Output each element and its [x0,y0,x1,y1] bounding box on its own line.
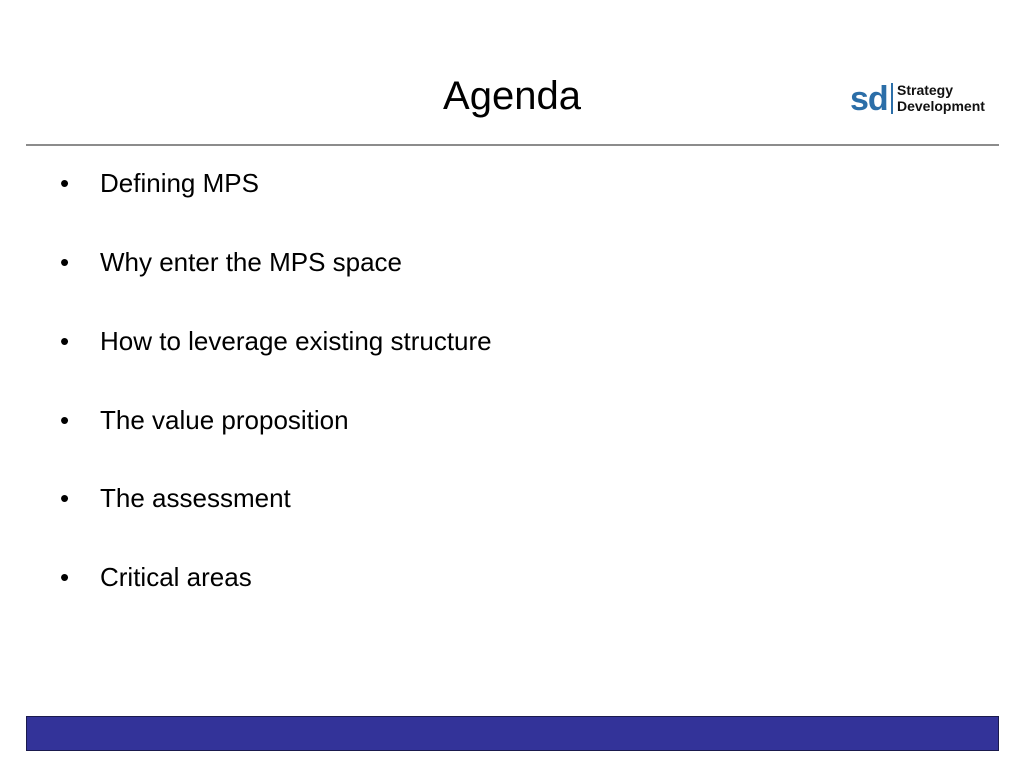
bullet-icon: • [60,405,70,435]
strategy-development-logo [850,80,1000,120]
agenda-item-text: Why enter the MPS space [100,247,403,277]
title-divider-rule [26,144,999,146]
agenda-item-text: Critical areas [100,562,252,592]
bullet-icon: • [60,562,70,592]
logo-divider [891,83,893,114]
footer-bar [26,716,999,751]
agenda-item-text: The assessment [100,483,291,513]
bullet-icon: • [60,326,70,356]
logo-text-strategy: Strategy [897,82,954,98]
bullet-icon: • [60,247,70,277]
bullet-icon: • [60,168,70,198]
slide-title: Agenda [443,74,581,118]
logo-text-development: Development [897,98,985,114]
agenda-item-text: Defining MPS [100,168,259,198]
agenda-item-text: How to leverage existing structure [100,326,492,356]
logo-mark: sd [850,80,888,118]
agenda-item-text: The value proposition [100,405,349,435]
bullet-icon: • [60,483,70,513]
